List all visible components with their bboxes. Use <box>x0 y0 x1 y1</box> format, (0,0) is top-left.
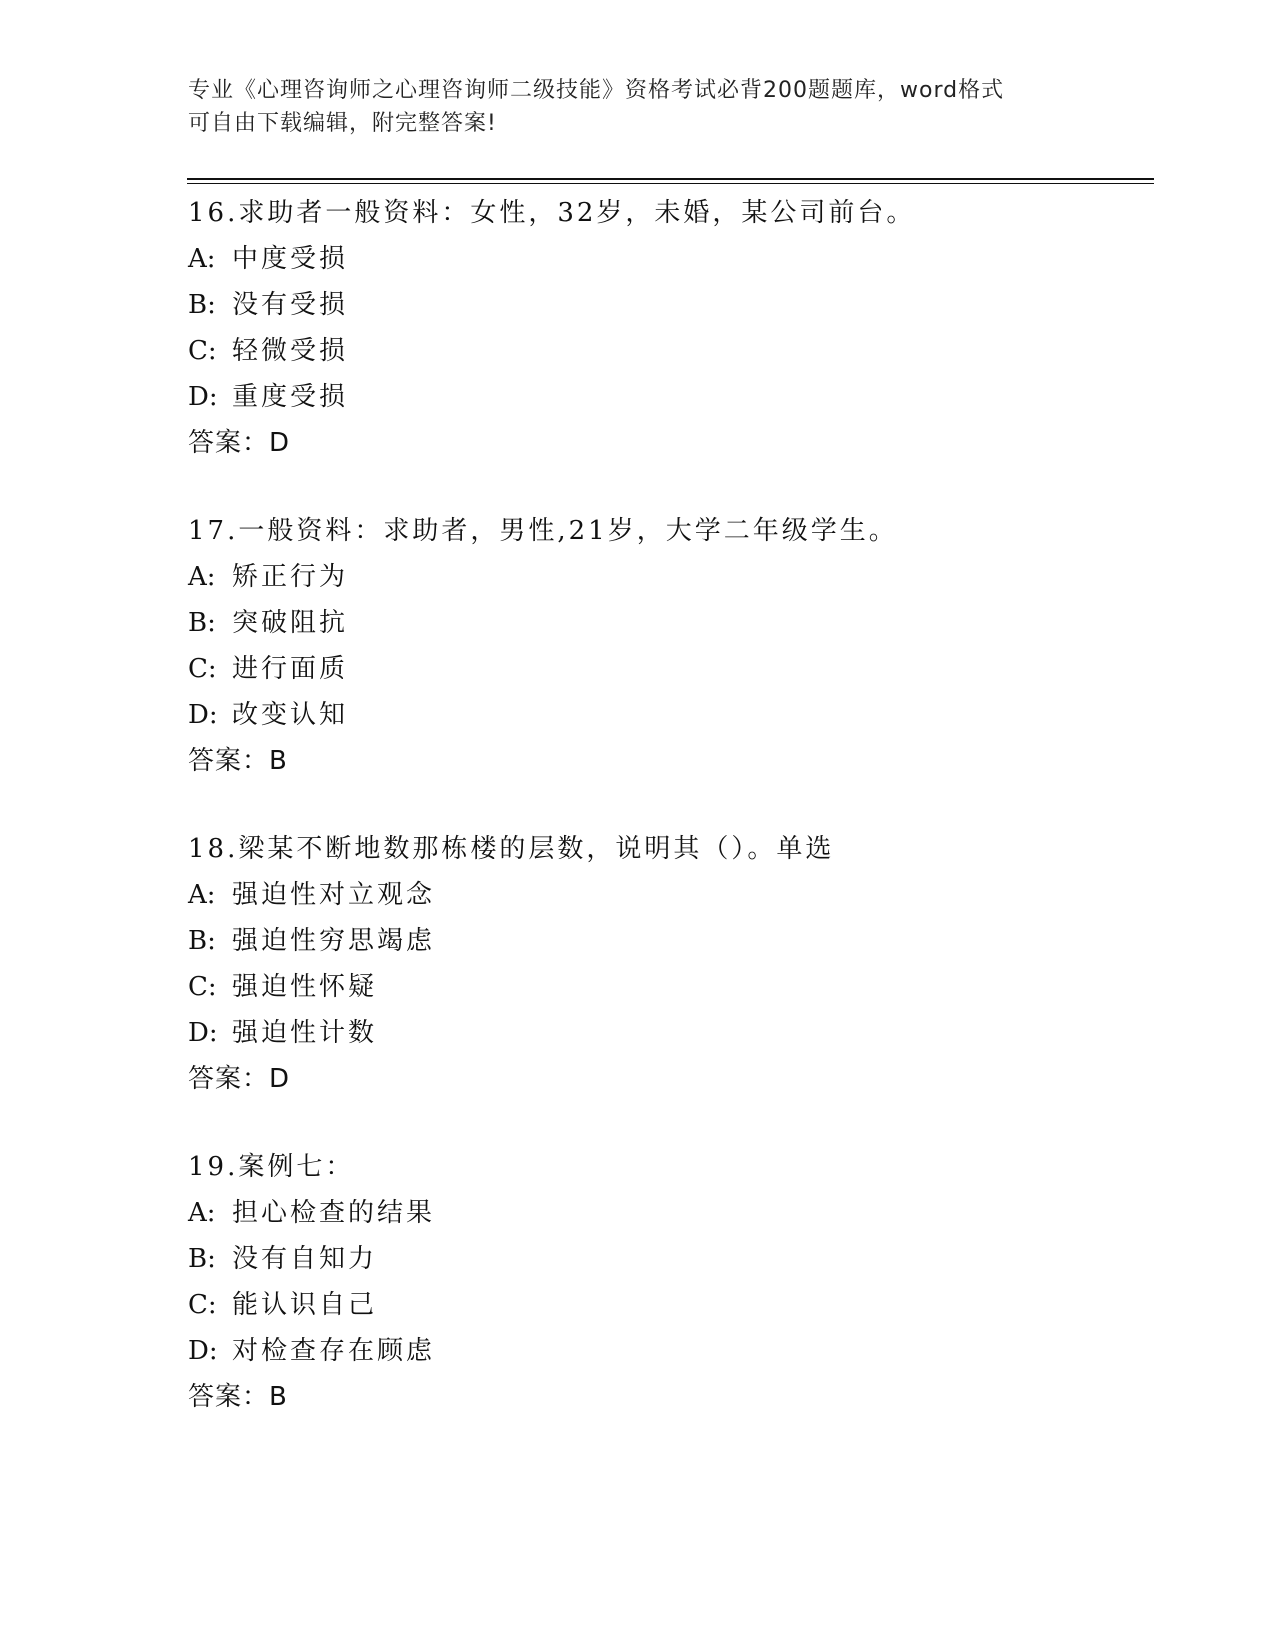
option-b <box>188 918 1148 964</box>
option-d <box>188 1328 1148 1374</box>
question-19 <box>188 1144 1148 1420</box>
option-key: B: <box>188 290 216 320</box>
option-key: A: <box>188 880 216 910</box>
option-key: A: <box>188 562 216 592</box>
header-line-1: 专业《心理咨询师之心理咨询师二级技能》资格考试必背200题题库，word格式 <box>188 78 1005 103</box>
question-stem: 19.案例七： <box>188 1152 355 1182</box>
question-17 <box>188 508 1148 784</box>
option-text: 改变认知 <box>232 700 349 730</box>
question-stem: 16.求助者一般资料：女性，32岁，未婚，某公司前台。 <box>188 198 916 228</box>
option-text: 强迫性计数 <box>232 1018 378 1048</box>
option-key: C: <box>188 972 217 1002</box>
option-text: 突破阻抗 <box>232 608 349 638</box>
question-list <box>188 190 1148 1462</box>
answer-line: 答案：D <box>188 1064 291 1094</box>
option-key: D: <box>188 1018 218 1048</box>
option-text: 强迫性穷思竭虑 <box>232 926 436 956</box>
option-text: 没有受损 <box>232 290 349 320</box>
option-c <box>188 964 1148 1010</box>
option-key: B: <box>188 1244 216 1274</box>
answer-line: 答案：B <box>188 746 288 776</box>
option-d <box>188 1010 1148 1056</box>
option-text: 重度受损 <box>232 382 349 412</box>
option-text: 进行面质 <box>232 654 349 684</box>
option-a <box>188 872 1148 918</box>
answer-line: 答案：D <box>188 428 291 458</box>
question-stem: 17.一般资料：求助者，男性,21岁，大学二年级学生。 <box>188 516 898 546</box>
option-key: B: <box>188 608 216 638</box>
answer-line: 答案：B <box>188 1382 288 1412</box>
option-key: C: <box>188 654 217 684</box>
option-text: 强迫性对立观念 <box>232 880 436 910</box>
option-key: C: <box>188 336 217 366</box>
option-a <box>188 554 1148 600</box>
option-d <box>188 374 1148 420</box>
option-text: 担心检查的结果 <box>232 1198 436 1228</box>
header-divider-thin <box>187 183 1154 184</box>
option-text: 矫正行为 <box>232 562 349 592</box>
option-text: 能认识自己 <box>232 1290 378 1320</box>
document-header <box>188 74 1088 140</box>
option-key: A: <box>188 244 216 274</box>
option-key: D: <box>188 1336 218 1366</box>
option-key: C: <box>188 1290 217 1320</box>
option-text: 强迫性怀疑 <box>232 972 378 1002</box>
option-b <box>188 282 1148 328</box>
option-text: 没有自知力 <box>232 1244 378 1274</box>
header-divider-thick <box>187 178 1154 180</box>
option-text: 轻微受损 <box>232 336 349 366</box>
option-a <box>188 1190 1148 1236</box>
option-a <box>188 236 1148 282</box>
option-c <box>188 1282 1148 1328</box>
option-b <box>188 1236 1148 1282</box>
question-stem: 18.梁某不断地数那栋楼的层数，说明其（）。单选 <box>188 834 835 864</box>
option-text: 中度受损 <box>232 244 349 274</box>
question-18 <box>188 826 1148 1102</box>
option-key: A: <box>188 1198 216 1228</box>
option-text: 对检查存在顾虑 <box>232 1336 436 1366</box>
option-key: B: <box>188 926 216 956</box>
option-c <box>188 328 1148 374</box>
question-16 <box>188 190 1148 466</box>
option-key: D: <box>188 382 218 412</box>
option-key: D: <box>188 700 218 730</box>
option-b <box>188 600 1148 646</box>
option-d <box>188 692 1148 738</box>
header-line-2: 可自由下载编辑，附完整答案! <box>188 111 497 136</box>
option-c <box>188 646 1148 692</box>
